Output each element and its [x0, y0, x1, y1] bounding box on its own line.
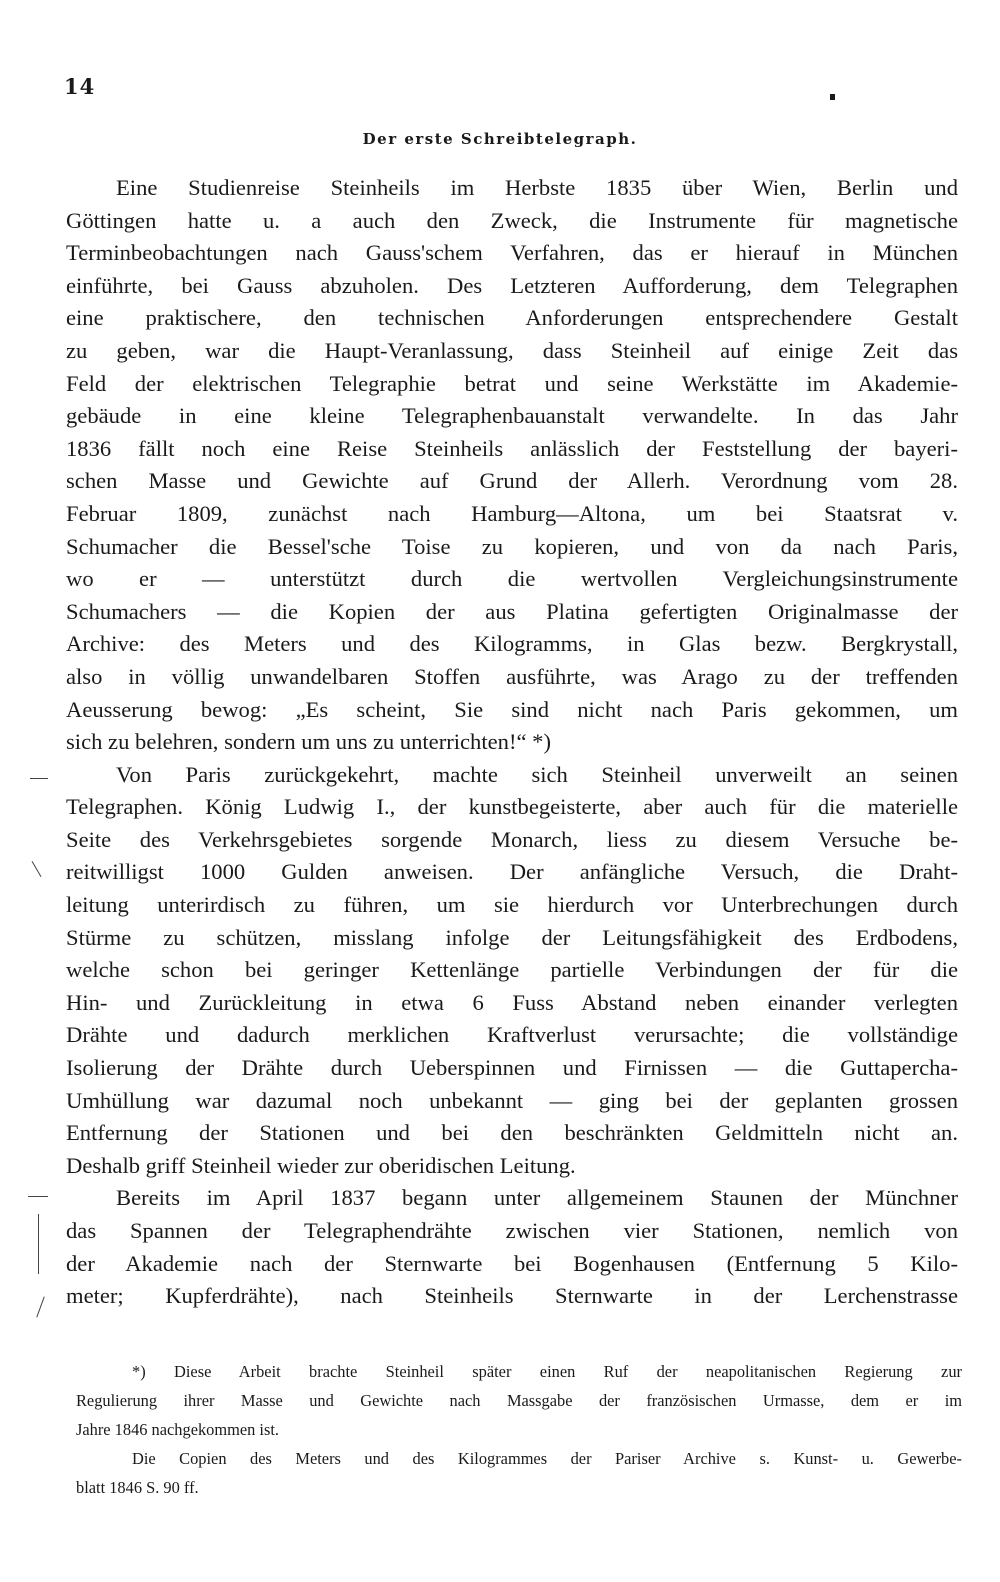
margin-mark	[36, 1296, 44, 1317]
paragraph-3	[66, 1182, 958, 1312]
text-line: Von Paris zurückgekehrt, machte sich Steinheil unverweilt an seinen	[116, 761, 958, 787]
text-line: Umhüllung war dazumal noch unbekannt — ging bei der geplanten grossen	[66, 1087, 958, 1113]
text-line: welche schon bei geringer Kettenlänge partielle Verbindungen der für die	[66, 957, 958, 983]
paragraph-2	[66, 759, 958, 1183]
text-line: Terminbeobachtungen nach Gauss'schem Verfahren, das er hierauf in München	[66, 240, 958, 266]
page-dot-mark	[830, 94, 835, 100]
text-line: Göttingen hatte u. a auch den Zweck, die Instrumente für magnetische	[66, 207, 958, 233]
text-line: Telegraphen. König Ludwig I., der kunstbegeisterte, aber auch für die materielle	[66, 794, 958, 820]
margin-mark	[32, 861, 42, 877]
text-line: meter; Kupferdrähte), nach Steinheils Sternwarte in der Lerchenstrasse	[66, 1283, 958, 1309]
text-line: einführte, bei Gauss abzuholen. Des Letzteren Aufforderung, dem Telegraphen	[66, 272, 958, 298]
text-line: Deshalb griff Steinheil wieder zur oberidischen Leitung.	[66, 1152, 576, 1178]
paragraph-1	[66, 172, 958, 759]
text-line: Entfernung der Stationen und bei den beschränkten Geldmitteln nicht an.	[66, 1120, 958, 1146]
footnotes	[76, 1357, 962, 1502]
footnote-2	[76, 1444, 962, 1502]
text-line: Schumachers — die Kopien der aus Platina gefertigten Originalmasse der	[66, 598, 958, 624]
footnote-line: blatt 1846 S. 90 ff.	[76, 1478, 199, 1497]
footnote-line: Regulierung ihrer Masse und Gewichte nach Massgabe der französischen Urmasse, dem er im	[76, 1391, 962, 1410]
footnote-1	[76, 1357, 962, 1444]
text-line: wo er — unterstützt durch die wertvollen Vergleichungsinstrumente	[66, 566, 958, 592]
text-line: Isolierung der Drähte durch Ueberspinnen und Firnissen — die Guttapercha-	[66, 1055, 958, 1081]
text-line: Aeusserung bewog: „Es scheint, Sie sind nicht nach Paris gekommen, um	[66, 696, 958, 722]
text-line: eine praktischere, den technischen Anforderungen entsprechendere Gestalt	[66, 305, 958, 331]
text-line: Archive: des Meters und des Kilogramms, in Glas bezw. Bergkrystall,	[66, 631, 958, 657]
margin-mark	[38, 1214, 39, 1274]
text-line: leitung unterirdisch zu führen, um sie hierdurch vor Unterbrechungen durch	[66, 892, 958, 918]
footnote-line: *) Diese Arbeit brachte Steinheil später einen Ruf der neapolitanischen Regierung zur	[132, 1362, 962, 1381]
text-line: der Akademie nach der Sternwarte bei Bogenhausen (Entfernung 5 Kilo-	[66, 1250, 958, 1276]
footnote-line: Die Copien des Meters und des Kilogrammes der Pariser Archive s. Kunst- u. Gewerbe-	[132, 1449, 962, 1468]
text-line: sich zu belehren, sondern um uns zu unterrichten!“ *)	[66, 729, 551, 755]
text-line: das Spannen der Telegraphendrähte zwischen vier Stationen, nemlich von	[66, 1218, 958, 1243]
text-line: Feld der elektrischen Telegraphie betrat und seine Werkstätte im Akademie-	[66, 370, 958, 396]
text-line: Drähte und dadurch merklichen Kraftverlust verursachte; die vollständige	[66, 1022, 958, 1048]
text-line: zu geben, war die Haupt-Veranlassung, dass Steinheil auf einige Zeit das	[66, 337, 958, 363]
page-number: 14	[64, 74, 96, 99]
text-line: gebäude in eine kleine Telegraphenbauanstalt verwandelte. In das Jahr	[66, 403, 958, 429]
text-line: reitwilligst 1000 Gulden anweisen. Der anfängliche Versuch, die Draht-	[66, 859, 958, 885]
text-line: Eine Studienreise Steinheils im Herbste 1835 über Wien, Berlin und	[116, 175, 958, 200]
text-line: Seite des Verkehrsgebietes sorgende Monarch, liess zu diesem Versuche be-	[66, 826, 958, 852]
footnote-line: Jahre 1846 nachgekommen ist.	[76, 1420, 280, 1439]
margin-mark	[28, 1196, 48, 1197]
text-line: Februar 1809, zunächst nach Hamburg—Altona, um bei Staatsrat v.	[66, 500, 958, 526]
text-line: also in völlig unwandelbaren Stoffen ausführte, was Arago zu der treffenden	[66, 663, 958, 689]
text-line: Schumacher die Bessel'sche Toise zu kopieren, und von da nach Paris,	[66, 533, 958, 559]
margin-mark	[30, 778, 48, 779]
text-line: Hin- und Zurückleitung in etwa 6 Fuss Abstand neben einander verlegten	[66, 989, 958, 1015]
text-line: Stürme zu schützen, misslang infolge der Leitungsfähigkeit des Erdbodens,	[66, 924, 958, 950]
text-line: schen Masse und Gewichte auf Grund der Allerh. Verordnung vom 28.	[66, 468, 958, 494]
body-text	[66, 172, 958, 1313]
text-line: 1836 fällt noch eine Reise Steinheils anlässlich der Feststellung der bayeri-	[66, 435, 958, 461]
text-line: Bereits im April 1837 begann unter allgemeinem Staunen der Münchner	[116, 1185, 958, 1211]
section-heading: Der erste Schreibtelegraph.	[362, 130, 638, 148]
